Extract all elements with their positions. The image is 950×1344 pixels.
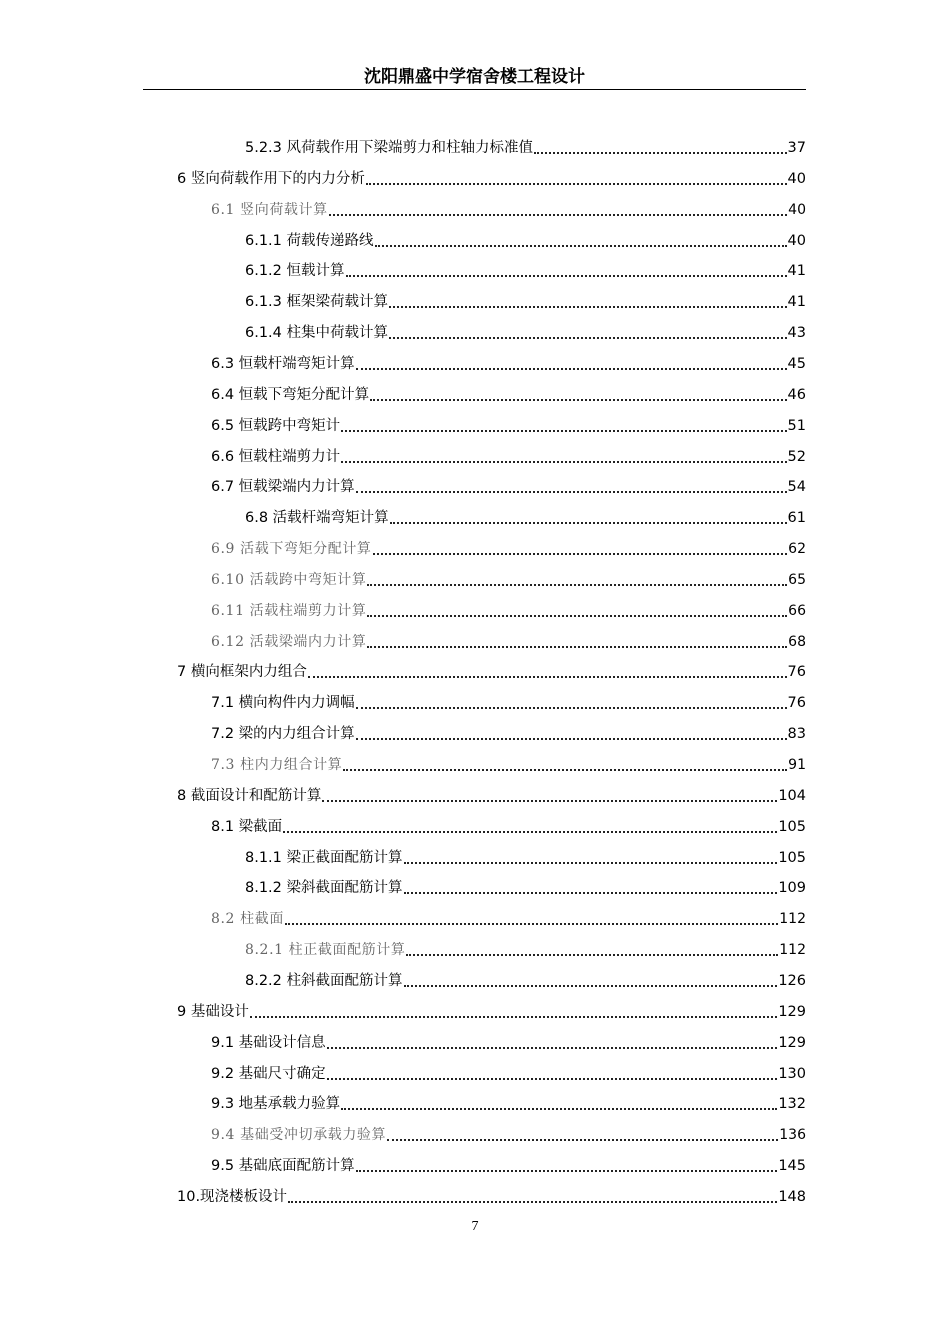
toc-entry[interactable] xyxy=(211,719,806,743)
toc-dot-leader xyxy=(389,337,787,339)
toc-dot-leader xyxy=(406,954,778,956)
toc-dot-leader xyxy=(356,707,787,709)
toc-entry-page: 130 xyxy=(778,1065,806,1082)
toc-entry[interactable] xyxy=(211,596,806,620)
toc-entry[interactable] xyxy=(245,935,806,959)
toc-entry-title: 8.1.2 梁斜截面配筋计算 xyxy=(245,880,403,897)
toc-entry[interactable] xyxy=(211,380,806,404)
toc-entry[interactable] xyxy=(177,164,806,188)
running-header-title: 沈阳鼎盛中学宿舍楼工程设计 xyxy=(364,67,585,87)
toc-entry-page: 68 xyxy=(788,633,806,650)
toc-entry[interactable] xyxy=(211,750,806,774)
toc-entry-page: 91 xyxy=(788,757,806,773)
toc-dot-leader xyxy=(327,1047,778,1049)
toc-dot-leader xyxy=(390,522,787,524)
toc-entry[interactable] xyxy=(177,781,806,805)
toc-entry-page: 46 xyxy=(787,386,806,403)
toc-entry-title: 10.现浇楼板设计 xyxy=(177,1188,288,1205)
toc-entry[interactable] xyxy=(211,472,806,496)
toc-entry-page: 66 xyxy=(788,602,806,619)
toc-entry-title: 6.8 活载杆端弯矩计算 xyxy=(245,510,389,527)
toc-entry-page: 104 xyxy=(778,787,806,804)
toc-entry[interactable] xyxy=(211,534,806,558)
toc-entry[interactable] xyxy=(245,287,806,311)
toc-entry[interactable] xyxy=(245,318,806,342)
toc-entry[interactable] xyxy=(211,688,806,712)
toc-entry[interactable] xyxy=(245,226,806,250)
toc-entry[interactable] xyxy=(211,411,806,435)
toc-dot-leader xyxy=(341,1108,777,1110)
toc-entry-title: 7 横向框架内力组合 xyxy=(177,664,307,681)
toc-entry-title: 6.7 恒载梁端内力计算 xyxy=(211,479,355,496)
toc-entry-title: 8.1.1 梁正截面配筋计算 xyxy=(245,849,403,866)
toc-entry-title: 6.1.4 柱集中荷载计算 xyxy=(245,325,389,342)
toc-dot-leader xyxy=(285,923,778,925)
toc-entry-title: 8.2.2 柱斜截面配筋计算 xyxy=(245,972,403,989)
toc-dot-leader xyxy=(356,368,787,370)
toc-entry-title: 6.1.2 恒载计算 xyxy=(245,263,345,280)
toc-entry-title: 6 竖向荷载作用下的内力分析 xyxy=(177,170,365,187)
toc-entry[interactable] xyxy=(245,133,806,157)
toc-dot-leader xyxy=(356,738,787,740)
toc-entry-title: 6.5 恒载跨中弯矩计 xyxy=(211,417,341,434)
toc-dot-leader xyxy=(366,183,787,185)
toc-entry-title: 8 截面设计和配筋计算 xyxy=(177,787,322,804)
toc-dot-leader xyxy=(356,1170,778,1172)
toc-entry[interactable] xyxy=(245,503,806,527)
toc-entry[interactable] xyxy=(177,997,806,1021)
toc-entry-page: 41 xyxy=(787,263,806,280)
toc-entry[interactable] xyxy=(211,349,806,373)
toc-dot-leader xyxy=(404,862,778,864)
toc-entry[interactable] xyxy=(245,873,806,897)
toc-entry-page: 112 xyxy=(779,942,806,959)
toc-entry-title: 9.2 基础尺寸确定 xyxy=(211,1065,326,1082)
toc-entry-title: 8.2 柱截面 xyxy=(211,911,284,928)
toc-entry-page: 136 xyxy=(779,1127,806,1144)
toc-entry-title: 6.1 竖向荷载计算 xyxy=(211,201,328,218)
toc-dot-leader xyxy=(404,985,778,987)
toc-entry-page: 41 xyxy=(787,294,806,311)
toc-dot-leader xyxy=(367,646,787,648)
toc-dot-leader xyxy=(288,1201,777,1203)
toc-entry[interactable] xyxy=(211,627,806,651)
toc-entry-page: 43 xyxy=(787,325,806,342)
toc-dot-leader xyxy=(389,306,787,308)
toc-dot-leader xyxy=(329,214,787,216)
toc-dot-leader xyxy=(534,152,787,154)
toc-entry-title: 6.4 恒载下弯矩分配计算 xyxy=(211,386,370,403)
toc-entry-title: 6.10 活载跨中弯矩计算 xyxy=(211,571,367,588)
toc-entry-page: 76 xyxy=(787,695,806,712)
toc-dot-leader xyxy=(373,553,788,555)
toc-entry[interactable] xyxy=(211,1120,806,1144)
toc-entry-page: 126 xyxy=(778,972,806,989)
toc-entry[interactable] xyxy=(211,442,806,466)
toc-entry-title: 6.1.1 荷载传递路线 xyxy=(245,232,374,249)
toc-entry-page: 109 xyxy=(778,880,806,897)
toc-dot-leader xyxy=(343,769,787,771)
toc-entry[interactable] xyxy=(211,1089,806,1113)
toc-dot-leader xyxy=(356,491,787,493)
toc-entry-page: 62 xyxy=(788,541,806,558)
toc-entry-title: 8.1 梁截面 xyxy=(211,818,283,835)
toc-entry[interactable] xyxy=(211,904,806,928)
toc-entry-page: 129 xyxy=(778,1034,806,1051)
toc-dot-leader xyxy=(370,399,786,401)
toc-dot-leader xyxy=(308,676,787,678)
toc-entry[interactable] xyxy=(211,195,806,219)
toc-dot-leader xyxy=(367,584,787,586)
toc-dot-leader xyxy=(346,275,787,277)
toc-entry-page: 45 xyxy=(787,355,806,372)
toc-entry-page: 83 xyxy=(787,726,806,743)
toc-entry-page: 105 xyxy=(778,849,806,866)
toc-entry-page: 40 xyxy=(787,232,806,249)
toc-dot-leader xyxy=(250,1016,777,1018)
toc-entry-title: 6.9 活载下弯矩分配计算 xyxy=(211,541,372,558)
toc-entry-title: 7.1 横向构件内力调幅 xyxy=(211,695,355,712)
toc-entry-title: 8.2.1 柱正截面配筋计算 xyxy=(245,942,406,959)
toc-entry-page: 40 xyxy=(788,201,806,218)
toc-entry-page: 132 xyxy=(778,1096,806,1113)
toc-entry-title: 9.5 基础底面配筋计算 xyxy=(211,1158,355,1175)
toc-entry-page: 52 xyxy=(787,448,806,465)
toc-entry[interactable] xyxy=(245,256,806,280)
toc-entry-page: 61 xyxy=(787,510,806,527)
toc-entry-page: 40 xyxy=(787,170,806,187)
toc-entry-title: 7.2 梁的内力组合计算 xyxy=(211,726,355,743)
toc-entry-title: 6.1.3 框架梁荷载计算 xyxy=(245,294,389,311)
page-number: 7 xyxy=(471,1219,479,1234)
toc-entry-page: 129 xyxy=(778,1003,806,1020)
toc-entry[interactable] xyxy=(211,812,806,836)
toc-entry-page: 145 xyxy=(778,1158,806,1175)
toc-entry-title: 9.1 基础设计信息 xyxy=(211,1034,326,1051)
toc-entry[interactable] xyxy=(211,1028,806,1052)
toc-entry-page: 54 xyxy=(787,479,806,496)
toc-dot-leader xyxy=(375,245,787,247)
toc-entry-title: 6.3 恒载杆端弯矩计算 xyxy=(211,355,355,372)
toc-dot-leader xyxy=(404,892,778,894)
toc-entry[interactable] xyxy=(177,1182,806,1206)
toc-dot-leader xyxy=(322,800,777,802)
toc-entry-title: 7.3 柱内力组合计算 xyxy=(211,757,343,773)
toc-entry-title: 9 基础设计 xyxy=(177,1003,249,1020)
toc-dot-leader xyxy=(283,831,777,833)
toc-dot-leader xyxy=(341,461,786,463)
toc-entry-title: 6.12 活载梁端内力计算 xyxy=(211,633,367,650)
toc-entry[interactable] xyxy=(245,843,806,867)
toc-entry-page: 148 xyxy=(778,1188,806,1205)
toc-entry-title: 6.11 活载柱端剪力计算 xyxy=(211,602,367,619)
toc-dot-leader xyxy=(367,615,787,617)
toc-dot-leader xyxy=(341,430,786,432)
toc-entry-page: 51 xyxy=(787,417,806,434)
toc-entry-title: 9.3 地基承载力验算 xyxy=(211,1096,341,1113)
toc-entry-page: 105 xyxy=(778,818,806,835)
toc-entry-page: 37 xyxy=(787,140,806,156)
toc-entry-title: 9.4 基础受冲切承载力验算 xyxy=(211,1127,387,1144)
toc-entry[interactable] xyxy=(211,565,806,589)
toc-entry-page: 76 xyxy=(787,664,806,681)
toc-entry-page: 65 xyxy=(788,571,806,588)
toc-dot-leader xyxy=(387,1139,778,1141)
toc-entry[interactable] xyxy=(245,966,806,990)
toc-dot-leader xyxy=(327,1078,778,1080)
toc-entry[interactable] xyxy=(211,1151,806,1175)
toc-entry-title: 5.2.3 风荷载作用下梁端剪力和柱轴力标准值 xyxy=(245,140,534,156)
toc-entry-page: 112 xyxy=(779,911,806,928)
toc-entry-title: 6.6 恒载柱端剪力计 xyxy=(211,448,341,465)
toc-entry[interactable] xyxy=(211,1059,806,1083)
toc-entry[interactable] xyxy=(177,657,806,681)
